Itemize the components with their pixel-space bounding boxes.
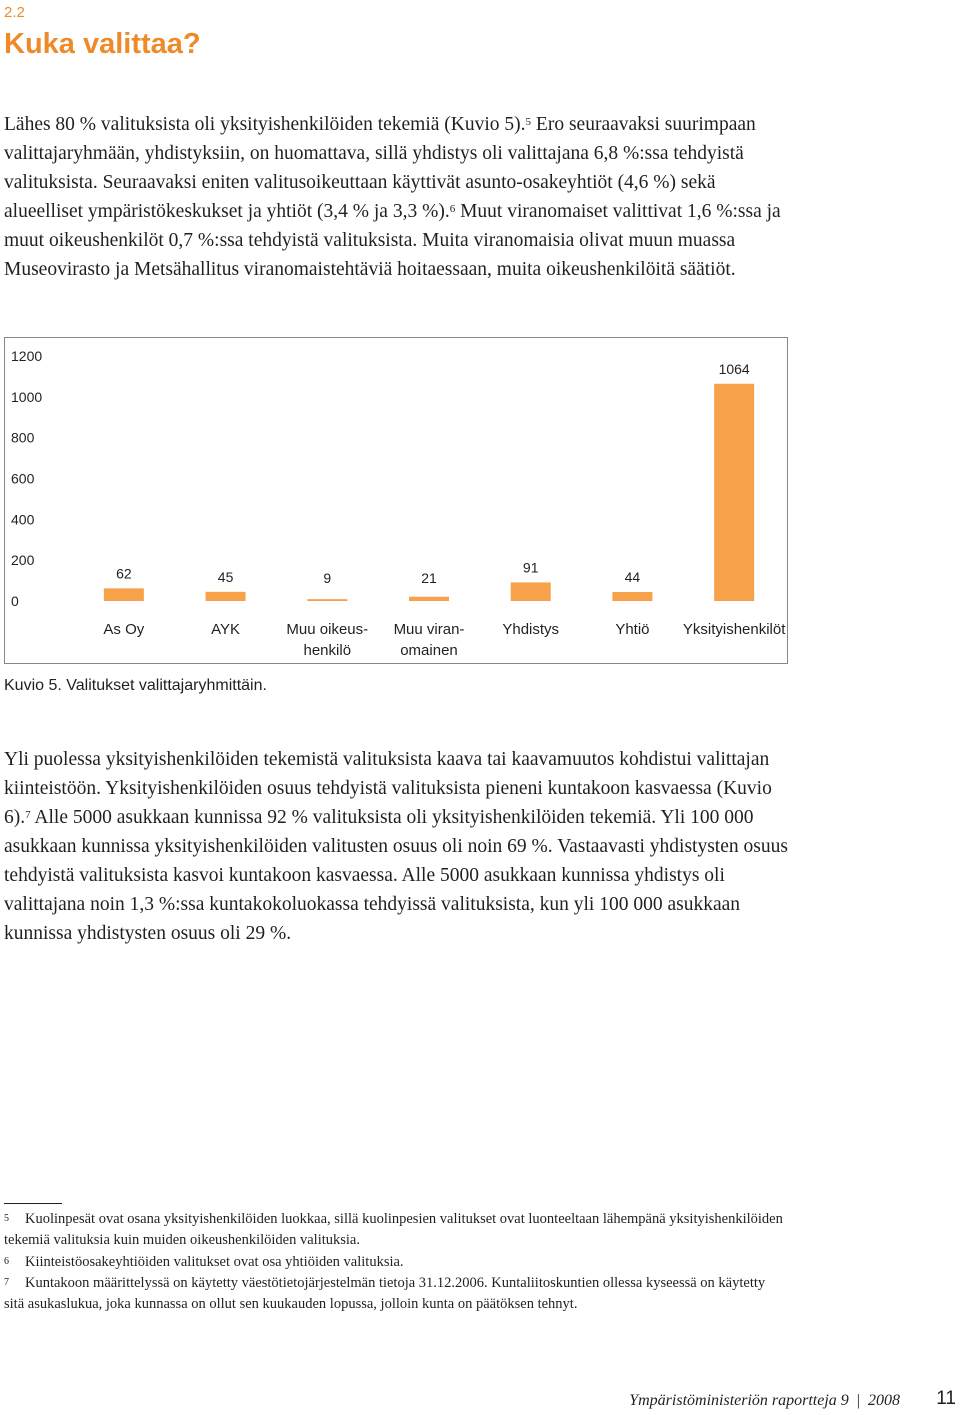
paragraph-text: Ero seuraavaksi suurimpaan valittajaryhmään, yhdistyksiin, on huomattava, sillä yhdistys oli valittajana 6,8 %:ssa tehdyistä valituksista. Seuraavaksi eniten valitusoikeuttaan käyttivät asunto-osakeyhtiöt (4,6 %) sekä alueelliset ympäristökeskukset ja yhtiöt (3,4 % ja 3,3 %).: [4, 114, 756, 222]
footnote-ref[interactable]: 5: [525, 116, 532, 128]
category-label: Yhdistys: [502, 621, 560, 638]
bar: [206, 592, 246, 601]
category-label: As Oy: [103, 621, 145, 638]
footer-separator: |: [856, 1392, 860, 1409]
y-tick-label: 400: [11, 511, 35, 528]
category-label: Yksityishenkilöt: [682, 621, 786, 638]
data-label: 44: [624, 569, 641, 586]
footnote-7: [4, 1273, 788, 1315]
bar: [511, 582, 551, 601]
footnote-divider: [4, 1203, 62, 1204]
paragraph-text: Lähes 80 % valituksista oli yksityishenkilöiden tekemiä (Kuvio 5).: [4, 114, 526, 135]
page-number: 11: [936, 1388, 956, 1409]
footnote-6: [4, 1252, 788, 1273]
footnote-ref[interactable]: 6: [449, 203, 456, 215]
page-footer: [629, 1392, 900, 1410]
footnote-ref[interactable]: 7: [25, 809, 31, 821]
bar: [409, 597, 449, 601]
data-label: 45: [217, 568, 234, 585]
y-tick-label: 1000: [11, 388, 43, 405]
bar: [612, 592, 652, 601]
bar: [307, 599, 347, 601]
category-label: Muu oikeus-: [286, 621, 369, 638]
y-tick-label: 600: [11, 470, 35, 487]
y-tick-label: 1200: [11, 348, 43, 364]
bar: [104, 588, 144, 601]
footnote-5: [4, 1209, 788, 1251]
paragraph-text: Yli puolessa yksityishenkilöiden tekemistä valituksista kaava tai kaavamuutos kohdistui valittajan kiinteistöön. Yksityishenkilöiden osuus tehdyistä valituksista pieneni kuntakoon kasvaessa (Kuvio 6).: [4, 749, 772, 828]
footnote-mark: 7: [4, 1277, 9, 1288]
bar-chart-canvas: [5, 338, 789, 665]
body-paragraph-1: [4, 110, 788, 284]
footnote-mark: 5: [4, 1213, 9, 1224]
data-label: 9: [323, 570, 332, 586]
data-label: 1064: [718, 360, 750, 377]
report-series: Ympäristöministeriön raportteja 9: [629, 1392, 849, 1409]
category-label: AYK: [211, 621, 241, 638]
footnote-mark: 6: [4, 1256, 9, 1267]
data-label: 91: [522, 559, 539, 576]
footnote-text: Kuolinpesät ovat osana yksityishenkilöiden luokkaa, sillä kuolinpesien valitukset ovat luonteeltaan lähempänä yksityishenkilöiden tekemiä valituksia kuin muiden oikeushenkilöiden valituksia.: [4, 1211, 783, 1248]
data-label: 62: [116, 565, 132, 582]
bar: [714, 384, 754, 601]
data-label: 21: [421, 570, 437, 586]
category-label: henkilö: [303, 642, 352, 659]
report-year: 2008: [868, 1392, 900, 1409]
category-label: Muu viran-: [393, 621, 465, 638]
footnote-text: Kuntakoon määrittelyssä on käytetty väestötietojärjestelmän tietoja 31.12.2006. Kuntaliitoskuntien ollessa kyseessä on käytetty sitä asukaslukua, joka kunnassa on ollut sen kuukauden lopussa, jolloin kunta on päätöksen tehnyt.: [4, 1275, 766, 1312]
figure-caption: Kuvio 5. Valitukset valittajaryhmittäin.: [4, 677, 267, 694]
y-tick-label: 200: [11, 552, 35, 569]
category-label: omainen: [400, 642, 458, 659]
bar-chart: [4, 337, 788, 664]
y-tick-label: 0: [11, 593, 19, 609]
body-paragraph-2: [4, 745, 788, 948]
paragraph-text: Muut viranomaiset valittivat 1,6 %:ssa ja muut oikeushenkilöt 0,7 %:ssa tehdyistä valituksista. Muita viranomaisia olivat muun muassa Museovirasto ja Metsähallitus viranomaistehtäviä hoitaessaan, muita oikeushenkilöitä säätiöt.: [4, 201, 781, 280]
y-tick-label: 800: [11, 429, 35, 446]
category-label: Yhtiö: [615, 621, 650, 638]
footnote-text: Kiinteistöosakeyhtiöiden valitukset ovat osa yhtiöiden valituksia.: [25, 1254, 404, 1270]
page-title: Kuka valittaa?: [4, 28, 201, 60]
section-number: 2.2: [4, 4, 25, 21]
paragraph-text: Alle 5000 asukkaan kunnissa 92 % valituksista oli yksityishenkilöiden tekemiä. Yli 100 000 asukkaan kunnissa yksityishenkilöiden valitusten osuus oli noin 69 %. Vastaavasti yhdistysten osuus tehdyistä valituksista kasvoi kuntakoon kasvaessa. Alle 5000 asukkaan kunnissa yhdistys oli valittajana noin 1,3 %:ssa kuntakokoluokassa tehdyissä valituksista, kun yli 100 000 asukkaan kunnissa yhdistysten osuus oli 29 %.: [4, 807, 788, 944]
